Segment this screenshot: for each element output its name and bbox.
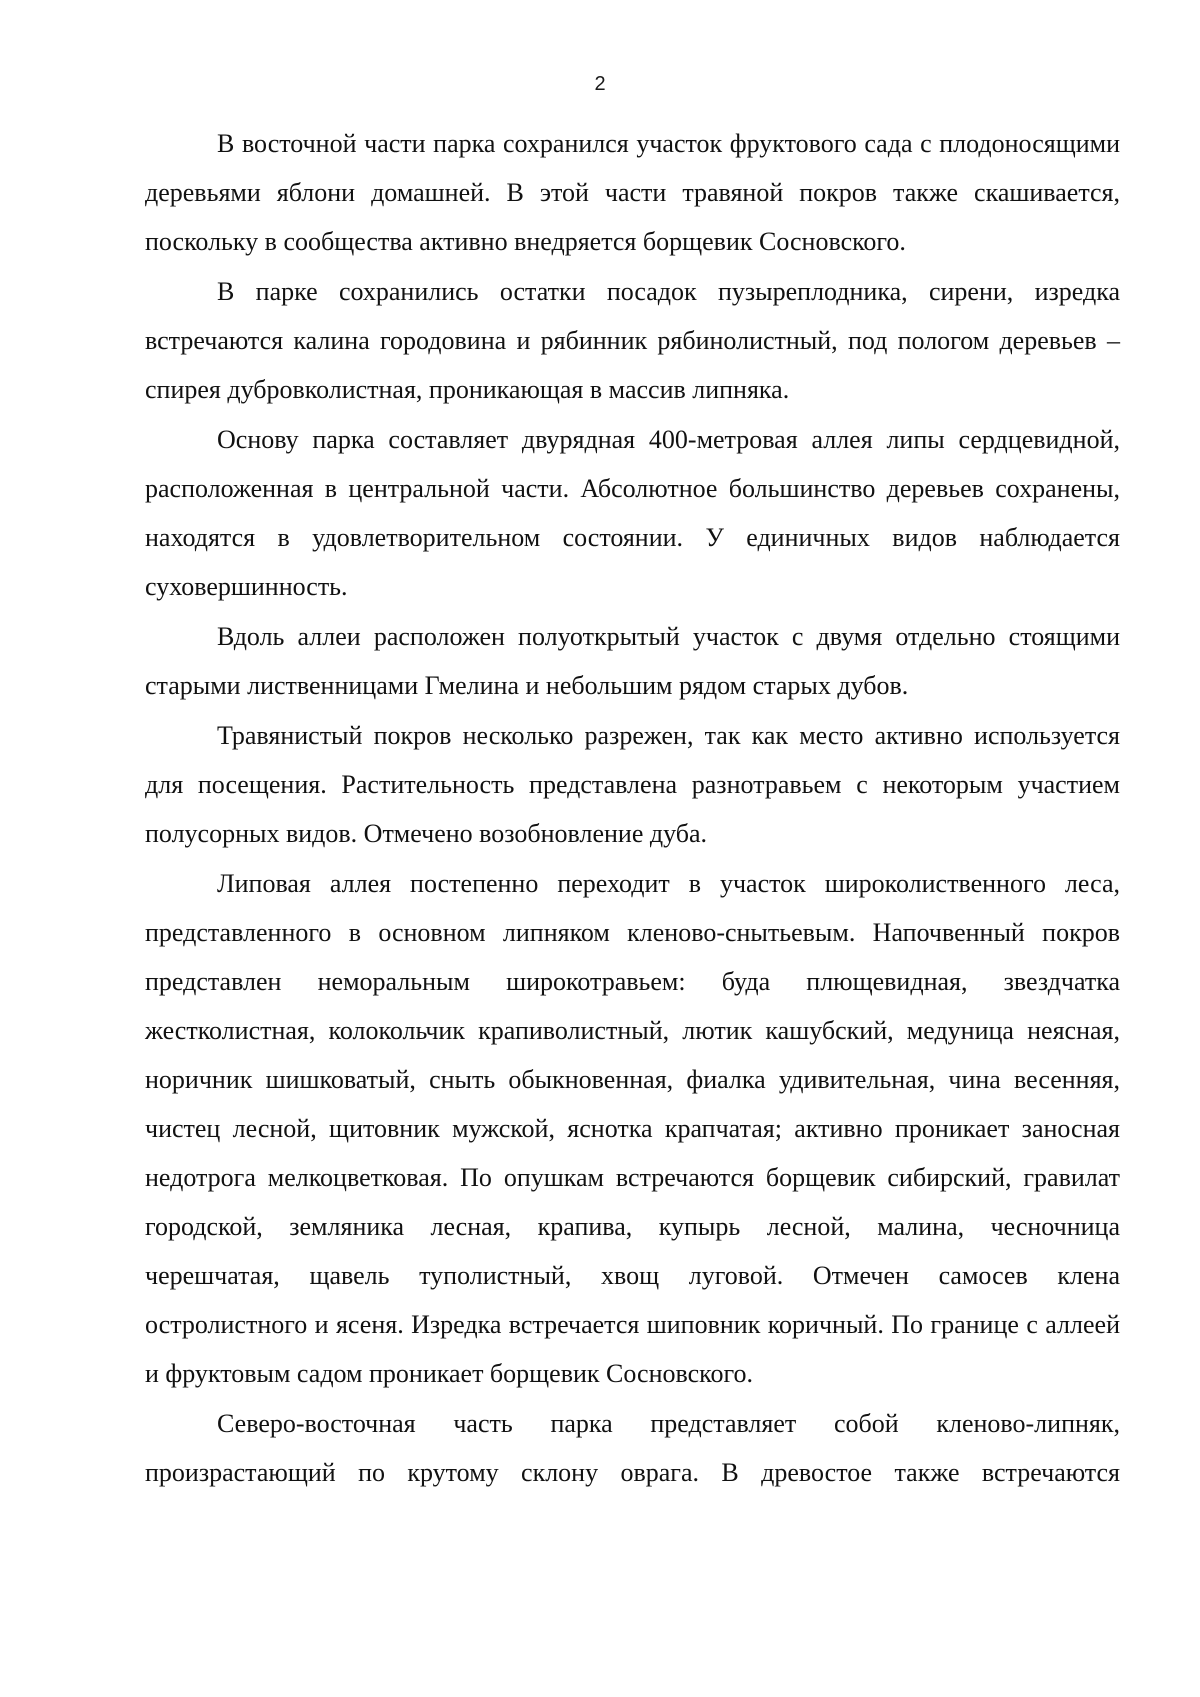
paragraph-grass-cover: Травянистый покров несколько разрежен, так как место активно используется для посещения. Растительность представлена разнотравьем с некоторым участием полусорных видов. Отмечено возобновление дуба. <box>145 721 1120 848</box>
paragraph-shrub-remnants: В парке сохранились остатки посадок пузыреплодника, сирени, изредка встречаются калина городовина и рябинник рябинолистный, под пологом деревьев – спирея дубровколистная, проникающая в массив липняка. <box>145 277 1120 404</box>
paragraph-linden-alley: Основу парка составляет двурядная 400-метровая аллея липы сердцевидной, расположенная в центральной части. Абсолютное большинство деревьев сохранены, находятся в удовлетворительном состоянии. У единичных видов наблюдается суховершинность. <box>145 425 1120 601</box>
document-body <box>145 119 1120 1497</box>
paragraph-northeast-part: Северо-восточная часть парка представляет собой кленово-липняк, произрастающий по крутому склону оврага. В древостое также встречаются <box>145 1409 1120 1487</box>
paragraph-broadleaf-forest: Липовая аллея постепенно переходит в участок широколиственного леса, представленного в основном липняком кленово-снытьевым. Напочвенный покров представлен неморальным широкотравьем: буда плющевидная, звездчатка жестколистная, колокольчик крапиволистный, лютик кашубский, медуница неясная, норичник шишковатый, сныть обыкновенная, фиалка удивительная, чина весенняя, чистец лесной, щитовник мужской, яснотка крапчатая; активно проникает заносная недотрога мелкоцветковая. По опушкам встречаются борщевик сибирский, гравилат городской, земляника лесная, крапива, купырь лесной, малина, чесночница черешчатая, щавель туполистный, хвощ луговой. Отмечен самосев клена остролистного и ясеня. Изредка встречается шиповник коричный. По границе с аллеей и фруктовым садом проникает борщевик Сосновского. <box>145 869 1120 1388</box>
paragraph-fruit-garden: В восточной части парка сохранился участок фруктового сада с плодоносящими деревьями яблони домашней. В этой части травяной покров также скашивается, поскольку в сообщества активно внедряется борщевик Сосновского. <box>145 129 1120 256</box>
paragraph-larches-oaks: Вдоль аллеи расположен полуоткрытый участок с двумя отдельно стоящими старыми лиственницами Гмелина и небольшим рядом старых дубов. <box>145 622 1120 700</box>
page-number: 2 <box>594 73 606 95</box>
